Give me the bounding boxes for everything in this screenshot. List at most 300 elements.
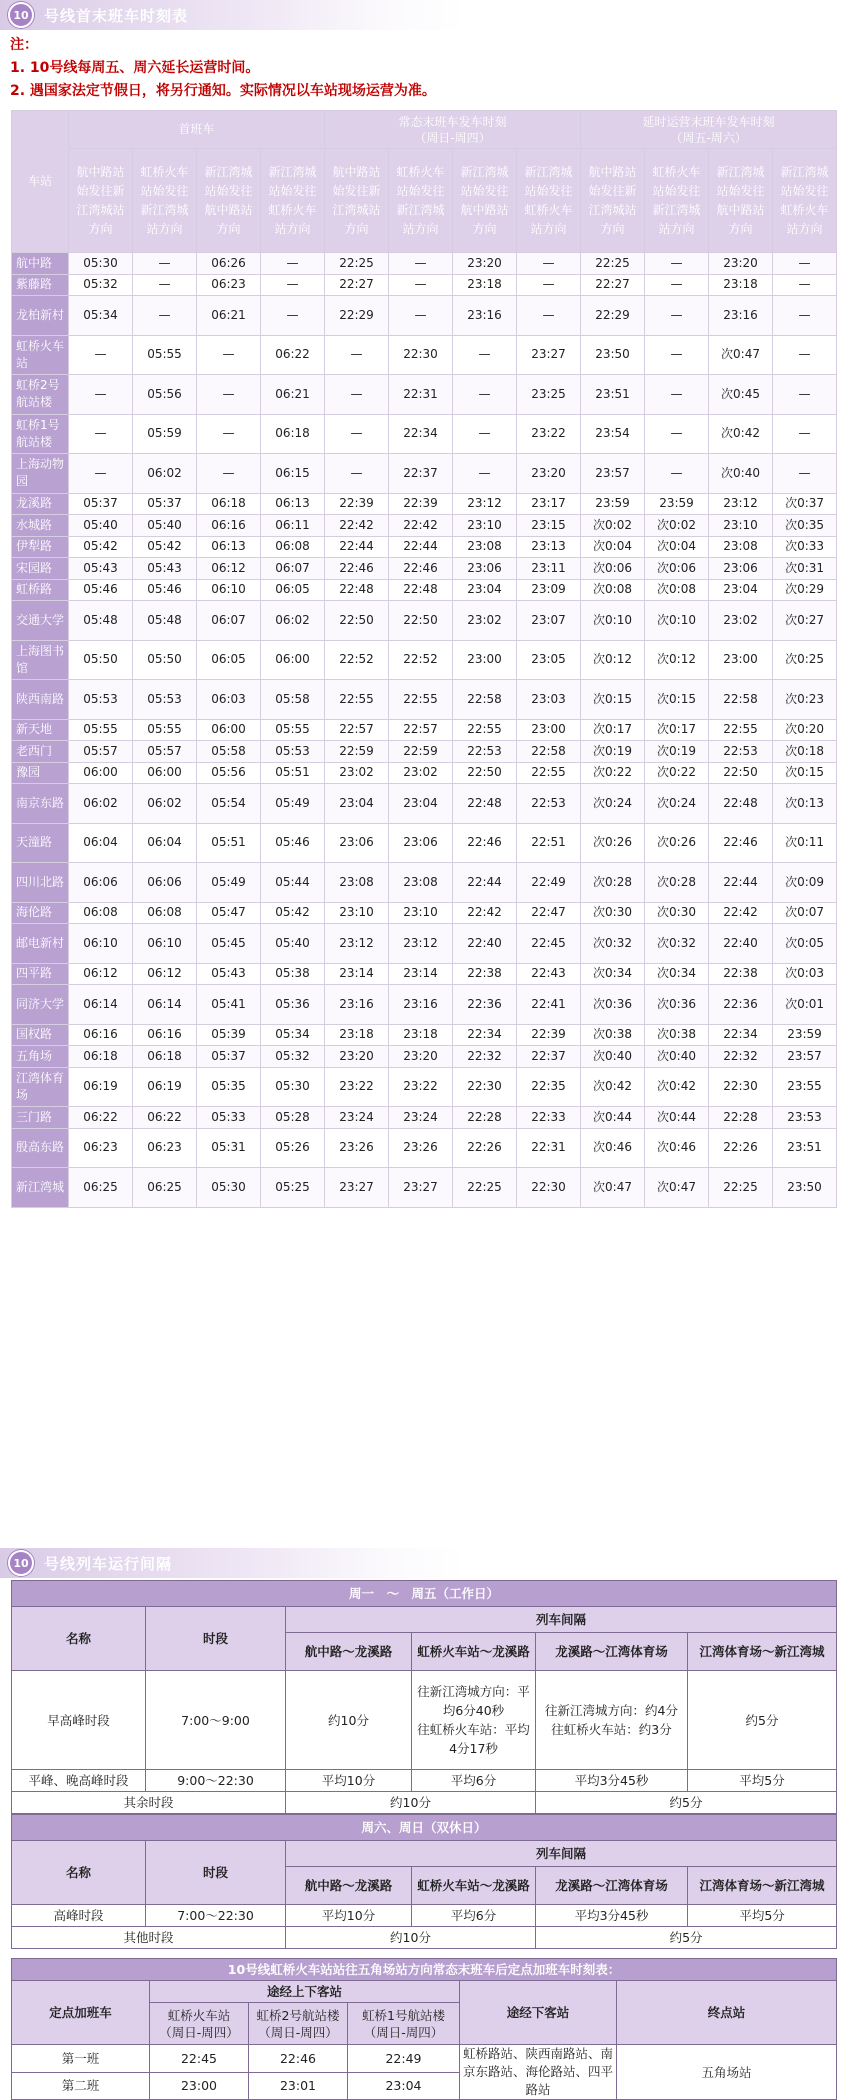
- time-cell: 22:51: [517, 823, 581, 863]
- table-row: [12, 963, 837, 985]
- weekend-interval-table: [11, 1814, 837, 1949]
- interval-cell: 平均6分: [412, 1770, 536, 1792]
- table-row: [12, 680, 837, 720]
- time-cell: 06:06: [133, 863, 197, 903]
- time-cell: 次0:36: [581, 985, 645, 1025]
- interval-cell: 往新江湾城方向：约4分 往虹桥火车站：约3分: [536, 1671, 688, 1770]
- time-cell: 次0:07: [773, 902, 837, 924]
- table-row: [12, 762, 837, 784]
- time-cell: 次0:47: [645, 1168, 709, 1208]
- row-period: 9:00～22:30: [146, 1770, 286, 1792]
- interval-cell: 平均10分: [286, 1905, 412, 1927]
- time-cell: 23:02: [709, 601, 773, 641]
- time-cell: 23:01: [249, 2072, 348, 2100]
- time-cell: —: [197, 335, 261, 375]
- time-cell: 22:30: [517, 1168, 581, 1208]
- period-header: 时段: [146, 1841, 286, 1905]
- time-cell: —: [133, 296, 197, 336]
- line-badge: 10: [8, 2, 34, 28]
- time-cell: 06:06: [69, 863, 133, 903]
- table-row: [12, 335, 837, 375]
- time-cell: 22:46: [389, 558, 453, 580]
- time-cell: 23:16: [389, 985, 453, 1025]
- time-cell: 06:19: [133, 1067, 197, 1107]
- time-cell: 22:44: [709, 863, 773, 903]
- time-cell: 次0:13: [773, 784, 837, 824]
- weekday-band: 周一 ～ 周五（工作日）: [12, 1581, 837, 1607]
- note-item: 1. 10号线每周五、周六延长运营时间。: [10, 60, 260, 76]
- time-cell: 22:55: [517, 762, 581, 784]
- time-cell: 22:27: [325, 274, 389, 296]
- time-cell: 06:10: [69, 924, 133, 964]
- time-cell: 06:02: [261, 601, 325, 641]
- time-cell: 次0:24: [581, 784, 645, 824]
- interval-cell: 约10分: [286, 1927, 536, 1949]
- time-cell: 05:43: [69, 558, 133, 580]
- time-cell: 05:50: [69, 640, 133, 680]
- time-cell: 05:37: [197, 1046, 261, 1068]
- period-header: 时段: [146, 1607, 286, 1671]
- time-cell: 23:26: [325, 1128, 389, 1168]
- time-cell: 06:22: [69, 1107, 133, 1129]
- time-cell: 06:08: [69, 902, 133, 924]
- station-name: 上海动物园: [12, 454, 69, 494]
- time-cell: 23:16: [325, 985, 389, 1025]
- time-cell: 06:19: [69, 1067, 133, 1107]
- time-cell: 23:27: [517, 335, 581, 375]
- interval-cell: 平均10分: [286, 1770, 412, 1792]
- time-cell: 次0:04: [581, 536, 645, 558]
- direction-header: 航中路站始发往新江湾城站方向: [69, 149, 133, 253]
- time-cell: 次0:12: [581, 640, 645, 680]
- time-cell: 次0:30: [581, 902, 645, 924]
- time-cell: 06:21: [261, 375, 325, 415]
- station-name: 虹桥1号航站楼: [12, 414, 69, 454]
- time-cell: 05:48: [133, 601, 197, 641]
- table-row: [12, 902, 837, 924]
- time-cell: 22:57: [325, 719, 389, 741]
- time-cell: —: [389, 253, 453, 275]
- time-cell: 22:28: [709, 1107, 773, 1129]
- time-cell: 22:30: [709, 1067, 773, 1107]
- time-cell: 次0:02: [645, 515, 709, 537]
- time-cell: —: [645, 253, 709, 275]
- direction-header: 新江湾城站始发往航中路站方向: [709, 149, 773, 253]
- time-cell: 05:31: [197, 1128, 261, 1168]
- time-cell: 22:49: [517, 863, 581, 903]
- time-cell: 23:08: [389, 863, 453, 903]
- time-cell: 05:42: [69, 536, 133, 558]
- time-cell: 22:32: [453, 1046, 517, 1068]
- time-cell: 05:58: [261, 680, 325, 720]
- dropoff-stations: 虹桥路站、陕西南路站、南京东路站、海伦路站、四平路站: [460, 2045, 617, 2100]
- station-name: 宋园路: [12, 558, 69, 580]
- direction-header: 虹桥火车站始发往新江湾城站方向: [389, 149, 453, 253]
- time-cell: 23:12: [389, 924, 453, 964]
- time-cell: 23:04: [389, 784, 453, 824]
- time-cell: 23:08: [709, 536, 773, 558]
- time-cell: —: [517, 274, 581, 296]
- group-header-extended-last: 延时运营末班车发车时刻 （周五-周六）: [581, 111, 837, 149]
- time-cell: 23:10: [325, 902, 389, 924]
- group-header-normal-last: 常态末班车发车时刻 （周日-周四）: [325, 111, 581, 149]
- time-cell: 22:49: [348, 2045, 460, 2073]
- time-cell: 22:59: [325, 741, 389, 763]
- time-cell: 次0:42: [581, 1067, 645, 1107]
- table-row: [12, 558, 837, 580]
- time-cell: 05:42: [133, 536, 197, 558]
- time-cell: 22:25: [581, 253, 645, 275]
- time-cell: 次0:22: [581, 762, 645, 784]
- time-cell: 次0:15: [581, 680, 645, 720]
- time-cell: 22:37: [389, 454, 453, 494]
- time-cell: 次0:26: [645, 823, 709, 863]
- time-cell: 次0:36: [645, 985, 709, 1025]
- time-cell: 次0:46: [581, 1128, 645, 1168]
- time-cell: —: [645, 274, 709, 296]
- time-cell: 次0:22: [645, 762, 709, 784]
- time-cell: 06:10: [197, 579, 261, 601]
- time-cell: 06:04: [133, 823, 197, 863]
- time-cell: 22:59: [389, 741, 453, 763]
- time-cell: 22:55: [453, 719, 517, 741]
- time-cell: 23:06: [389, 823, 453, 863]
- time-cell: 23:14: [389, 963, 453, 985]
- direction-header: 新江湾城站始发往航中路站方向: [453, 149, 517, 253]
- time-cell: 22:45: [517, 924, 581, 964]
- time-cell: 05:25: [261, 1168, 325, 1208]
- station-name: 虹桥火车站: [12, 335, 69, 375]
- table-row: [12, 719, 837, 741]
- time-cell: 次0:26: [581, 823, 645, 863]
- other-period-name: 其余时段: [12, 1792, 286, 1814]
- row-name: 早高峰时段: [12, 1671, 146, 1770]
- time-cell: 05:57: [69, 741, 133, 763]
- station-name: 紫藤路: [12, 274, 69, 296]
- time-cell: 05:57: [133, 741, 197, 763]
- time-cell: 05:49: [197, 863, 261, 903]
- time-cell: 06:11: [261, 515, 325, 537]
- notes: [10, 34, 836, 103]
- time-cell: —: [773, 375, 837, 415]
- time-cell: 23:04: [453, 579, 517, 601]
- time-cell: 05:53: [133, 680, 197, 720]
- section-header-interval: [0, 1548, 846, 1578]
- time-cell: 23:16: [709, 296, 773, 336]
- time-cell: 23:20: [709, 253, 773, 275]
- time-cell: —: [133, 274, 197, 296]
- time-cell: 次0:06: [581, 558, 645, 580]
- time-cell: 22:57: [389, 719, 453, 741]
- time-cell: —: [517, 253, 581, 275]
- time-cell: 次0:06: [645, 558, 709, 580]
- time-cell: 06:00: [261, 640, 325, 680]
- time-cell: 22:46: [453, 823, 517, 863]
- table-row: [12, 640, 837, 680]
- table-row: [12, 375, 837, 415]
- time-cell: 22:50: [325, 601, 389, 641]
- time-cell: 22:55: [325, 680, 389, 720]
- time-cell: 22:55: [709, 719, 773, 741]
- time-cell: 次0:46: [645, 1128, 709, 1168]
- time-cell: 22:42: [325, 515, 389, 537]
- time-cell: 22:42: [389, 515, 453, 537]
- time-cell: 05:49: [261, 784, 325, 824]
- time-cell: 次0:34: [581, 963, 645, 985]
- time-cell: 23:04: [325, 784, 389, 824]
- time-cell: —: [389, 296, 453, 336]
- time-cell: 22:42: [453, 902, 517, 924]
- time-cell: 23:22: [517, 414, 581, 454]
- time-cell: 06:08: [133, 902, 197, 924]
- time-cell: 23:20: [325, 1046, 389, 1068]
- terminal-station: 五角场站: [617, 2045, 837, 2100]
- time-cell: 05:46: [69, 579, 133, 601]
- table-row: [12, 1067, 837, 1107]
- time-cell: —: [325, 454, 389, 494]
- time-cell: 次0:04: [645, 536, 709, 558]
- time-cell: 次0:17: [645, 719, 709, 741]
- time-cell: 22:58: [709, 680, 773, 720]
- time-cell: 22:25: [325, 253, 389, 275]
- time-cell: 23:07: [517, 601, 581, 641]
- time-cell: 23:00: [517, 719, 581, 741]
- station-name: 殷高东路: [12, 1128, 69, 1168]
- segment-header: 航中路～龙溪路: [286, 1867, 412, 1905]
- time-cell: 06:18: [133, 1046, 197, 1068]
- time-cell: 05:47: [197, 902, 261, 924]
- time-cell: 次0:47: [709, 335, 773, 375]
- time-cell: 05:58: [197, 741, 261, 763]
- interval-cell: 约10分: [286, 1671, 412, 1770]
- table-row: [12, 1128, 837, 1168]
- time-cell: —: [645, 414, 709, 454]
- time-cell: —: [645, 335, 709, 375]
- time-cell: 06:00: [69, 762, 133, 784]
- time-cell: 05:40: [261, 924, 325, 964]
- station-name: 同济大学: [12, 985, 69, 1025]
- time-cell: 23:20: [453, 253, 517, 275]
- time-cell: 22:38: [453, 963, 517, 985]
- section-title: 号线列车运行间隔: [44, 1554, 173, 1573]
- station-name: 天潼路: [12, 823, 69, 863]
- time-cell: —: [645, 296, 709, 336]
- time-cell: 05:54: [197, 784, 261, 824]
- time-cell: 05:35: [197, 1067, 261, 1107]
- time-cell: 23:55: [773, 1067, 837, 1107]
- time-cell: 22:53: [709, 741, 773, 763]
- row-period: 7:00～22:30: [146, 1905, 286, 1927]
- table-row: [12, 515, 837, 537]
- time-cell: 22:34: [453, 1024, 517, 1046]
- table-row: [12, 493, 837, 515]
- direction-header: 航中路站始发往新江湾城站方向: [325, 149, 389, 253]
- time-cell: 23:24: [325, 1107, 389, 1129]
- time-cell: 22:29: [581, 296, 645, 336]
- time-cell: —: [773, 274, 837, 296]
- table-row: [12, 784, 837, 824]
- station-name: 龙柏新村: [12, 296, 69, 336]
- time-cell: 06:14: [133, 985, 197, 1025]
- time-cell: —: [325, 414, 389, 454]
- direction-header: 航中路站始发往新江湾城站方向: [581, 149, 645, 253]
- time-cell: 23:09: [517, 579, 581, 601]
- time-cell: 05:40: [69, 515, 133, 537]
- segment-header: 虹桥火车站～龙溪路: [412, 1867, 536, 1905]
- time-cell: 23:03: [517, 680, 581, 720]
- time-cell: 次0:47: [581, 1168, 645, 1208]
- time-cell: 次0:44: [581, 1107, 645, 1129]
- time-cell: 22:34: [389, 414, 453, 454]
- time-cell: 22:36: [453, 985, 517, 1025]
- time-cell: 次0:25: [773, 640, 837, 680]
- time-cell: 23:15: [517, 515, 581, 537]
- time-cell: 次0:40: [581, 1046, 645, 1068]
- time-cell: 06:03: [197, 680, 261, 720]
- interval-cell: 平均6分: [412, 1905, 536, 1927]
- time-cell: 次0:32: [581, 924, 645, 964]
- time-cell: 23:10: [453, 515, 517, 537]
- time-cell: 22:50: [389, 601, 453, 641]
- time-cell: —: [453, 414, 517, 454]
- time-cell: 23:59: [773, 1024, 837, 1046]
- time-cell: 次0:40: [645, 1046, 709, 1068]
- time-cell: 05:53: [261, 741, 325, 763]
- time-cell: 06:02: [133, 454, 197, 494]
- note-item: 2. 遇国家法定节假日，将另行通知。实际情况以车站现场运营为准。: [10, 83, 436, 99]
- time-cell: 次0:28: [645, 863, 709, 903]
- time-cell: 22:34: [709, 1024, 773, 1046]
- time-cell: 次0:20: [773, 719, 837, 741]
- time-cell: 23:04: [709, 579, 773, 601]
- time-cell: 05:55: [133, 719, 197, 741]
- time-cell: 06:13: [197, 536, 261, 558]
- time-cell: 次0:05: [773, 924, 837, 964]
- time-cell: 06:05: [197, 640, 261, 680]
- time-cell: —: [453, 375, 517, 415]
- time-cell: —: [261, 296, 325, 336]
- time-cell: 06:12: [197, 558, 261, 580]
- time-cell: 23:14: [325, 963, 389, 985]
- section-header-timetable: [0, 0, 846, 30]
- time-cell: 23:22: [325, 1067, 389, 1107]
- time-cell: 05:56: [133, 375, 197, 415]
- time-cell: 22:28: [453, 1107, 517, 1129]
- station-name: 陕西南路: [12, 680, 69, 720]
- time-cell: 05:46: [261, 823, 325, 863]
- time-cell: —: [325, 335, 389, 375]
- direction-header: 新江湾城站始发往虹桥火车站方向: [773, 149, 837, 253]
- time-cell: 22:38: [709, 963, 773, 985]
- row-name: 高峰时段: [12, 1905, 146, 1927]
- table-row: [12, 823, 837, 863]
- time-cell: —: [133, 253, 197, 275]
- time-cell: 23:16: [453, 296, 517, 336]
- time-cell: —: [773, 253, 837, 275]
- time-cell: 22:37: [517, 1046, 581, 1068]
- segment-header: 龙溪路～江湾体育场: [536, 1867, 688, 1905]
- time-cell: 05:32: [69, 274, 133, 296]
- time-cell: 22:41: [517, 985, 581, 1025]
- weekend-band: 周六、周日（双休日）: [12, 1815, 837, 1841]
- time-cell: 22:50: [709, 762, 773, 784]
- row-name: 第二班: [12, 2072, 150, 2100]
- time-cell: 23:18: [453, 274, 517, 296]
- row-period: 7:00～9:00: [146, 1671, 286, 1770]
- time-cell: 次0:31: [773, 558, 837, 580]
- time-cell: —: [69, 375, 133, 415]
- time-cell: 06:16: [197, 515, 261, 537]
- time-cell: 06:25: [69, 1168, 133, 1208]
- direction-header: 新江湾城站始发往虹桥火车站方向: [261, 149, 325, 253]
- time-cell: —: [773, 454, 837, 494]
- time-cell: 次0:10: [581, 601, 645, 641]
- stop-header: 虹桥1号航站楼 （周日-周四）: [348, 2003, 460, 2045]
- time-cell: 05:30: [261, 1067, 325, 1107]
- time-cell: 23:50: [773, 1168, 837, 1208]
- time-cell: 22:46: [709, 823, 773, 863]
- time-cell: 05:36: [261, 985, 325, 1025]
- interval-header: 列车间隔: [286, 1841, 837, 1867]
- time-cell: 23:26: [389, 1128, 453, 1168]
- time-cell: 22:46: [325, 558, 389, 580]
- time-cell: 05:41: [197, 985, 261, 1025]
- time-cell: 23:00: [709, 640, 773, 680]
- time-cell: 22:40: [709, 924, 773, 964]
- time-cell: 23:10: [389, 902, 453, 924]
- time-cell: 06:26: [197, 253, 261, 275]
- time-cell: 22:33: [517, 1107, 581, 1129]
- time-cell: 23:51: [581, 375, 645, 415]
- time-cell: —: [453, 454, 517, 494]
- time-cell: 05:42: [261, 902, 325, 924]
- time-cell: 06:10: [133, 924, 197, 964]
- time-cell: 22:47: [517, 902, 581, 924]
- time-cell: 次0:18: [773, 741, 837, 763]
- terminal-header: 终点站: [617, 1981, 837, 2045]
- time-cell: 22:31: [517, 1128, 581, 1168]
- station-name: 虹桥2号航站楼: [12, 375, 69, 415]
- time-cell: 06:14: [69, 985, 133, 1025]
- time-cell: 次0:17: [581, 719, 645, 741]
- time-cell: 次0:11: [773, 823, 837, 863]
- interval-cell: 约5分: [536, 1927, 837, 1949]
- time-cell: 次0:27: [773, 601, 837, 641]
- table-row: [12, 253, 837, 275]
- time-cell: 23:08: [453, 536, 517, 558]
- time-cell: 23:20: [517, 454, 581, 494]
- time-cell: 06:23: [69, 1128, 133, 1168]
- station-name: 海伦路: [12, 902, 69, 924]
- time-cell: 22:25: [709, 1168, 773, 1208]
- time-cell: 次0:37: [773, 493, 837, 515]
- time-cell: 05:55: [261, 719, 325, 741]
- station-name: 南京东路: [12, 784, 69, 824]
- time-cell: 05:33: [197, 1107, 261, 1129]
- extra-band: 10号线虹桥火车站站往五角场站方向常态末班车后定点加班车时刻表：: [12, 1959, 837, 1981]
- time-cell: 23:06: [453, 558, 517, 580]
- time-cell: 次0:35: [773, 515, 837, 537]
- time-cell: 22:46: [249, 2045, 348, 2073]
- time-cell: —: [645, 454, 709, 494]
- time-cell: 次0:30: [645, 902, 709, 924]
- time-cell: 22:42: [709, 902, 773, 924]
- direction-header: 新江湾城站始发往虹桥火车站方向: [517, 149, 581, 253]
- time-cell: 次0:44: [645, 1107, 709, 1129]
- time-cell: 05:43: [197, 963, 261, 985]
- station-name: 交通大学: [12, 601, 69, 641]
- station-name: 老西门: [12, 741, 69, 763]
